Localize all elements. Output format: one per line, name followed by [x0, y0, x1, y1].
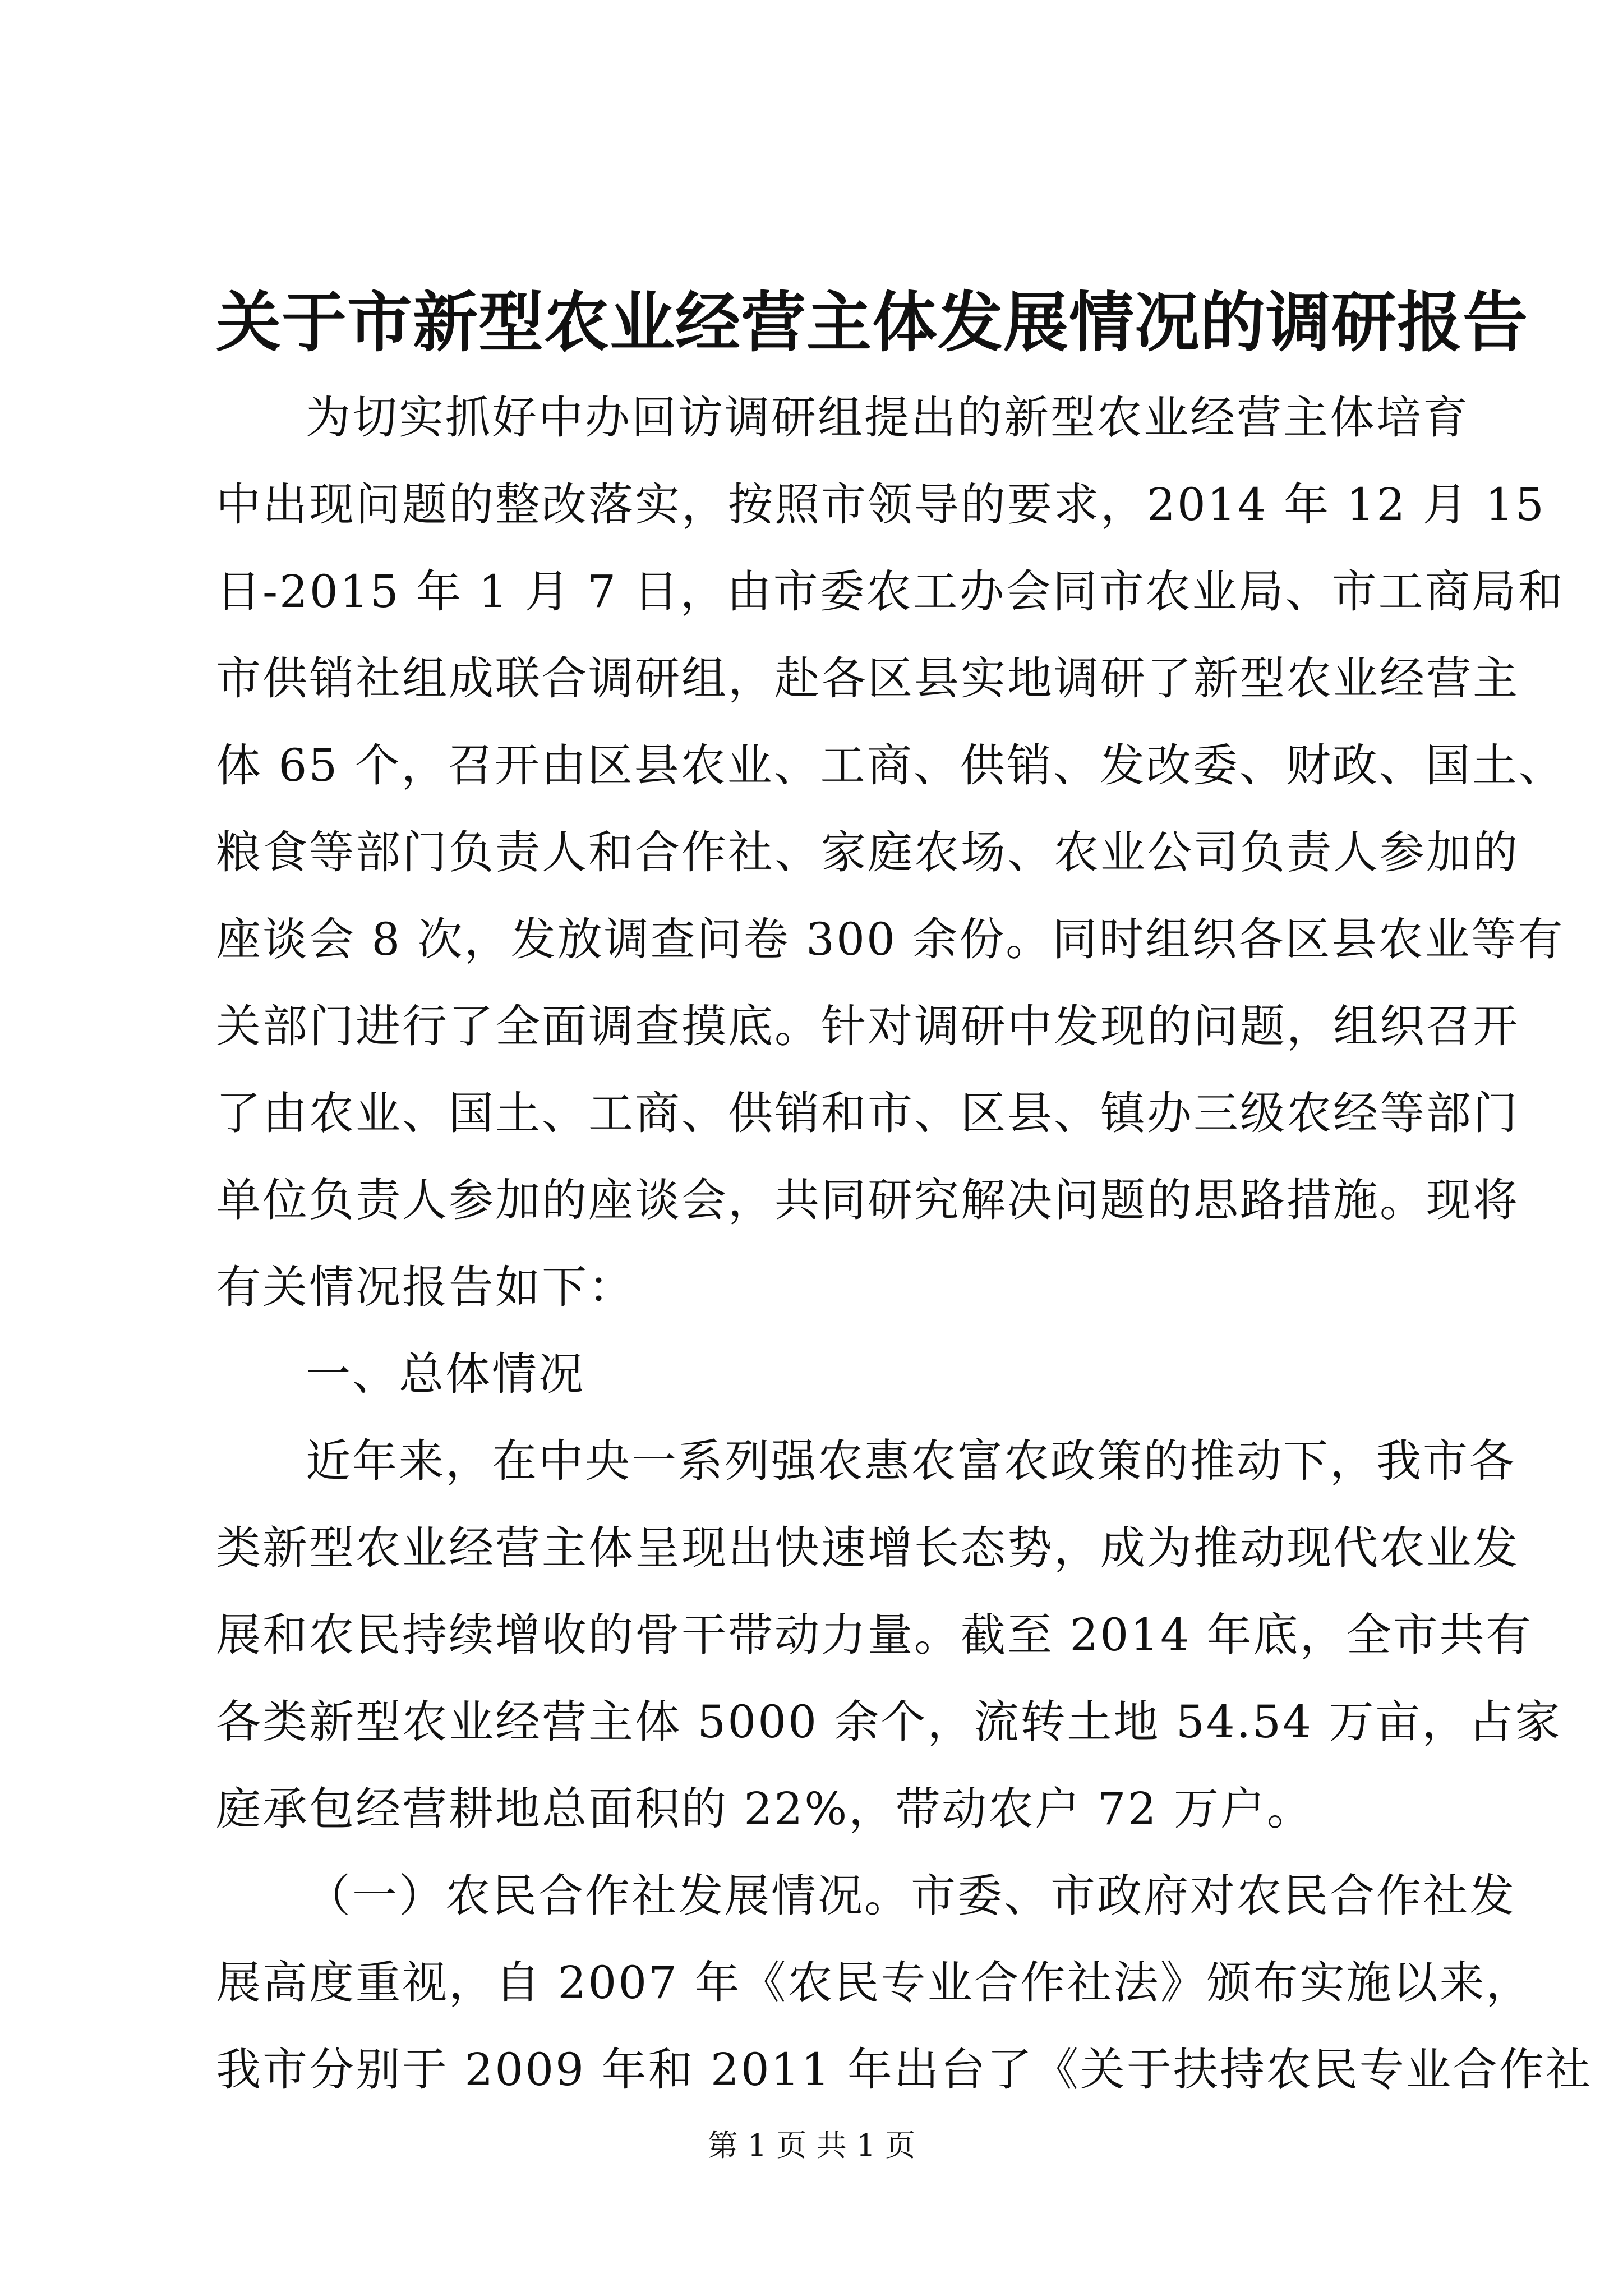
body-line: 展和农民持续增收的骨干带动力量。截至 2014 年底，全市共有	[216, 1609, 1533, 1661]
body-line: 座谈会 8 次，发放调查问卷 300 余份。同时组织各区县农业等有	[216, 913, 1565, 965]
body-line: 为切实抓好中办回访调研组提出的新型农业经营主体培育	[306, 392, 1469, 444]
page-footer: 第 1 页 共 1 页	[707, 2128, 916, 2163]
body-line: 粮食等部门负责人和合作社、家庭农场、农业公司负责人参加的	[216, 826, 1519, 878]
document-title: 关于市新型农业经营主体发展情况的调研报告	[216, 284, 1528, 361]
body-line: 日-2015 年 1 月 7 日，由市委农工办会同市农业局、市工商局和	[216, 565, 1565, 618]
body-line: 中出现问题的整改落实，按照市领导的要求，2014 年 12 月 15	[216, 478, 1546, 531]
body-line: 单位负责人参加的座谈会，共同研究解决问题的思路措施。现将	[216, 1174, 1519, 1226]
section-heading: 一、总体情况	[306, 1348, 585, 1400]
body-line: 市供销社组成联合调研组，赴各区县实地调研了新型农业经营主	[216, 652, 1519, 705]
body-line: 庭承包经营耕地总面积的 22%，带动农户 72 万户。	[216, 1783, 1313, 1835]
body-line: 我市分别于 2009 年和 2011 年出台了《关于扶持农民专业合作社	[216, 2044, 1592, 2096]
body-line: 关部门进行了全面调查摸底。针对调研中发现的问题，组织召开	[216, 1000, 1519, 1052]
body-line: 类新型农业经营主体呈现出快速增长态势，成为推动现代农业发	[216, 1522, 1519, 1574]
body-line: 展高度重视，自 2007 年《农民专业合作社法》颁布实施以来，	[216, 1957, 1533, 2009]
body-line: 各类新型农业经营主体 5000 余个，流转土地 54.54 万亩，占家	[216, 1696, 1562, 1748]
body-line: 了由农业、国土、工商、供销和市、区县、镇办三级农经等部门	[216, 1087, 1519, 1139]
body-line: 有关情况报告如下：	[216, 1261, 635, 1313]
body-line: 近年来，在中央一系列强农惠农富农政策的推动下，我市各	[306, 1435, 1516, 1487]
body-line: （一）农民合作社发展情况。市委、市政府对农民合作社发	[306, 1870, 1516, 1922]
body-line: 体 65 个，召开由区县农业、工商、供销、发改委、财政、国土、	[216, 739, 1565, 792]
